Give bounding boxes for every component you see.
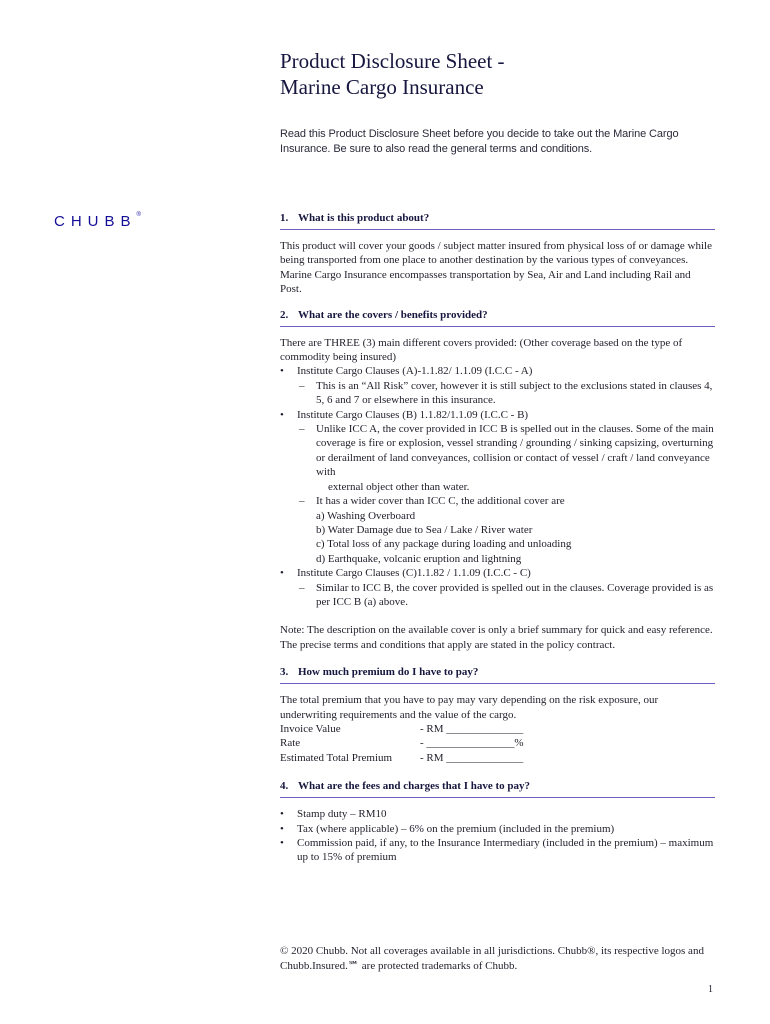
cover-a-title: Institute Cargo Clauses (A)-1.1.82/ 1.1.09 (I.C.C - A)	[297, 365, 533, 378]
cover-b-title: Institute Cargo Clauses (B) 1.1.82/1.1.09 (I.C.C - B)	[297, 408, 529, 421]
list-item	[297, 494, 715, 566]
list-item	[280, 408, 715, 566]
section-3-body: The total premium that you have to pay may vary depending on the risk exposure, our underwriting requirements and the value of the cargo.	[280, 694, 659, 721]
section-number: 4.	[280, 780, 289, 793]
section-title: What is this product about?	[298, 212, 430, 224]
cover-list	[280, 364, 715, 609]
section-2-heading	[280, 308, 715, 327]
list-item	[297, 422, 715, 494]
cover-c-title: Institute Cargo Clauses (C)1.1.82 / 1.1.09 (I.C.C - C)	[297, 567, 531, 580]
estimated-premium-field: - RM ______________	[420, 751, 524, 764]
intro-text: Read this Product Disclosure Sheet before you decide to take out the Marine Cargo Insurance. Be sure to also read the general terms and conditions.	[280, 128, 679, 155]
section-1	[280, 211, 715, 297]
rate-field: - ________________%	[420, 737, 524, 750]
section-title: What are the covers / benefits provided?	[298, 308, 488, 321]
list-item: • Tax (where applicable) – 6% on the premium (included in the premium)	[280, 822, 715, 836]
section-title: How much premium do I have to pay?	[298, 666, 479, 679]
section-number: 3.	[280, 666, 289, 679]
section-3-heading	[280, 665, 715, 684]
section-number: 2.	[280, 308, 289, 321]
list-item: b) Water Damage due to Sea / Lake / River water	[316, 523, 533, 536]
title-line-1: Product Disclosure Sheet -	[280, 49, 505, 73]
cover-b-additional: It has a wider cover than ICC C, the additional cover are	[316, 495, 565, 508]
table-row	[280, 722, 524, 736]
main-content	[280, 211, 715, 865]
section-2-note: Note: The description on the available cover is only a brief summary for quick and easy reference. The precise terms and conditions that apply are stated in the policy contract.	[280, 624, 713, 651]
cover-b-detail-tail: external object other than water.	[328, 480, 470, 493]
section-number: 1.	[280, 212, 289, 224]
cover-b-detail: Unlike ICC A, the cover provided in ICC B is spelled out in the clauses. Some of the main coverage is fire or explosion, vessel stranding / grounding / sinking capsizing, overturning or derailment of land conveyances, collision or contact of vessel / craft / land conveyance with	[316, 423, 714, 479]
invoice-value-label: Invoice Value	[280, 722, 341, 735]
chubb-logo	[54, 213, 141, 230]
additional-cover-list	[316, 509, 715, 567]
invoice-value-field: - RM ______________	[420, 722, 524, 735]
section-4	[280, 779, 715, 865]
logo-text: CHUBB	[54, 213, 137, 230]
page-number: 1	[708, 984, 713, 995]
list-item: – Similar to ICC B, the cover provided is spelled out in the clauses. Coverage provided is as per ICC B (a) above.	[297, 581, 715, 610]
list-item	[280, 364, 715, 407]
section-2	[280, 308, 715, 653]
section-1-body: This product will cover your goods / subject matter insured from physical loss of or damage while being transported from one place to another destination by the various types of conveyances. Marine Cargo Insurance encompasses transportation by Sea, Air and Land including Rail and Post.	[280, 240, 712, 296]
section-1-heading	[280, 211, 715, 230]
list-item: • Commission paid, if any, to the Insurance Intermediary (included in the premium) – maximum up to 15% of premium	[280, 836, 715, 865]
list-item	[280, 566, 715, 609]
list-item: c) Total loss of any package during loading and unloading	[316, 538, 572, 551]
page-title	[280, 48, 720, 100]
sub-list	[297, 379, 715, 408]
table-row	[280, 751, 524, 765]
rate-label: Rate	[280, 737, 301, 750]
title-line-2: Marine Cargo Insurance	[280, 75, 484, 99]
estimated-premium-label: Estimated Total Premium	[280, 751, 393, 764]
list-item: d) Earthquake, volcanic eruption and lightning	[316, 552, 522, 565]
sub-list	[297, 422, 715, 566]
section-2-intro: There are THREE (3) main different covers provided: (Other coverage based on the type of commodity being insured)	[280, 336, 683, 364]
section-title: What are the fees and charges that I have to pay?	[298, 780, 531, 793]
sub-list	[297, 581, 715, 610]
list-item: – This is an “All Risk” cover, however it is still subject to the exclusions stated in clauses 4, 5, 6 and 7 or elsewhere in this insurance.	[297, 379, 715, 408]
section-4-heading	[280, 779, 715, 798]
table-row	[280, 736, 524, 750]
logo-registered-mark: ®	[136, 212, 141, 218]
list-item: a) Washing Overboard	[316, 509, 416, 522]
section-3	[280, 665, 715, 765]
premium-table	[280, 722, 524, 765]
fees-list	[280, 807, 715, 865]
list-item: • Stamp duty – RM10	[280, 807, 715, 821]
copyright-footer: © 2020 Chubb. Not all coverages available in all jurisdictions. Chubb®, its respective logos and Chubb.Insured.℠ are protected trademarks of Chubb.	[280, 945, 704, 972]
